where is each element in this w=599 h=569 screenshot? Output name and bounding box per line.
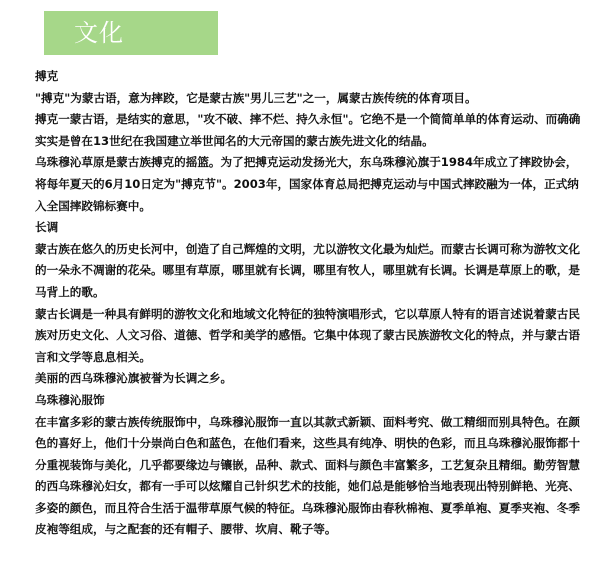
header-title: 文化	[74, 19, 124, 47]
paragraph: 蒙古长调是一种具有鲜明的游牧文化和地域文化特征的独特演唱形式，它以草原人特有的语言述说着蒙古民族对历史文化、人文习俗、道德、哲学和美学的感悟。它集中体现了蒙古民族游牧文化的特点，并与蒙古语言和文学等息息相关。	[35, 306, 580, 364]
section-boke	[35, 66, 587, 217]
paragraph: "搏克"为蒙古语，意为摔跤，它是蒙古族"男儿三艺"之一，属蒙古族传统的体育项目。	[35, 90, 477, 105]
paragraph: 乌珠穆沁草原是蒙古族搏克的摇篮。为了把搏克运动发扬光大，东乌珠穆沁旗于1984年成立了摔跤协会，将每年夏天的6月10日定为"搏克节"。2003年，国家体育总局把搏克运动与中国式摔跤融为一体，正式纳入全国摔跤锦标赛中。	[35, 155, 579, 213]
paragraph: 美丽的西乌珠穆沁旗被誉为长调之乡。	[35, 371, 233, 386]
section-title: 长调	[35, 220, 59, 235]
section-title: 搏克	[35, 69, 59, 83]
article-body	[35, 66, 587, 541]
paragraph: 搏克一蒙古语，是结实的意思，"攻不破、摔不烂、持久永恒"。它绝不是一个简简单单的体育运动、而确确实实是曾在13世纪在我国建立举世闻名的大元帝国的蒙古族先进文化的结晶。	[35, 112, 581, 148]
paragraph: 在丰富多彩的蒙古族传统服饰中，乌珠穆沁服饰一直以其款式新颖、面料考究、做工精细而别具特色。在颜色的喜好上，他们十分崇尚白色和蓝色，在他们看来，这些具有纯净、明快的色彩，而且乌珠穆沁服饰都十分重视装饰与美化，几乎都要缘边与镶嵌，品种、款式、面料与颜色丰富繁多，工艺复杂且精细。勤劳智慧的西乌珠穆沁妇女，都有一手可以炫耀自己针织艺术的技能，她们总是能够恰当地表现出特别鲜艳、光亮、多姿的颜色，而且符合生活于温带草原气候的特征。乌珠穆沁服饰由春秋棉袍、夏季单袍、夏季夹袍、冬季皮袍等组成，与之配套的还有帽子、腰带、坎肩、靴子等。	[35, 414, 580, 537]
section-changdiao	[35, 217, 587, 390]
paragraph: 蒙古族在悠久的历史长河中，创造了自己辉煌的文明，尤以游牧文化最为灿烂。而蒙古长调可称为游牧文化的一朵永不凋谢的花朵。哪里有草原，哪里就有长调，哪里有牧人，哪里就有长调。长调是草原上的歌，是马背上的歌。	[35, 241, 580, 299]
header-tab	[44, 11, 218, 55]
section-title: 乌珠穆沁服饰	[35, 392, 105, 407]
section-fushi	[35, 390, 587, 541]
